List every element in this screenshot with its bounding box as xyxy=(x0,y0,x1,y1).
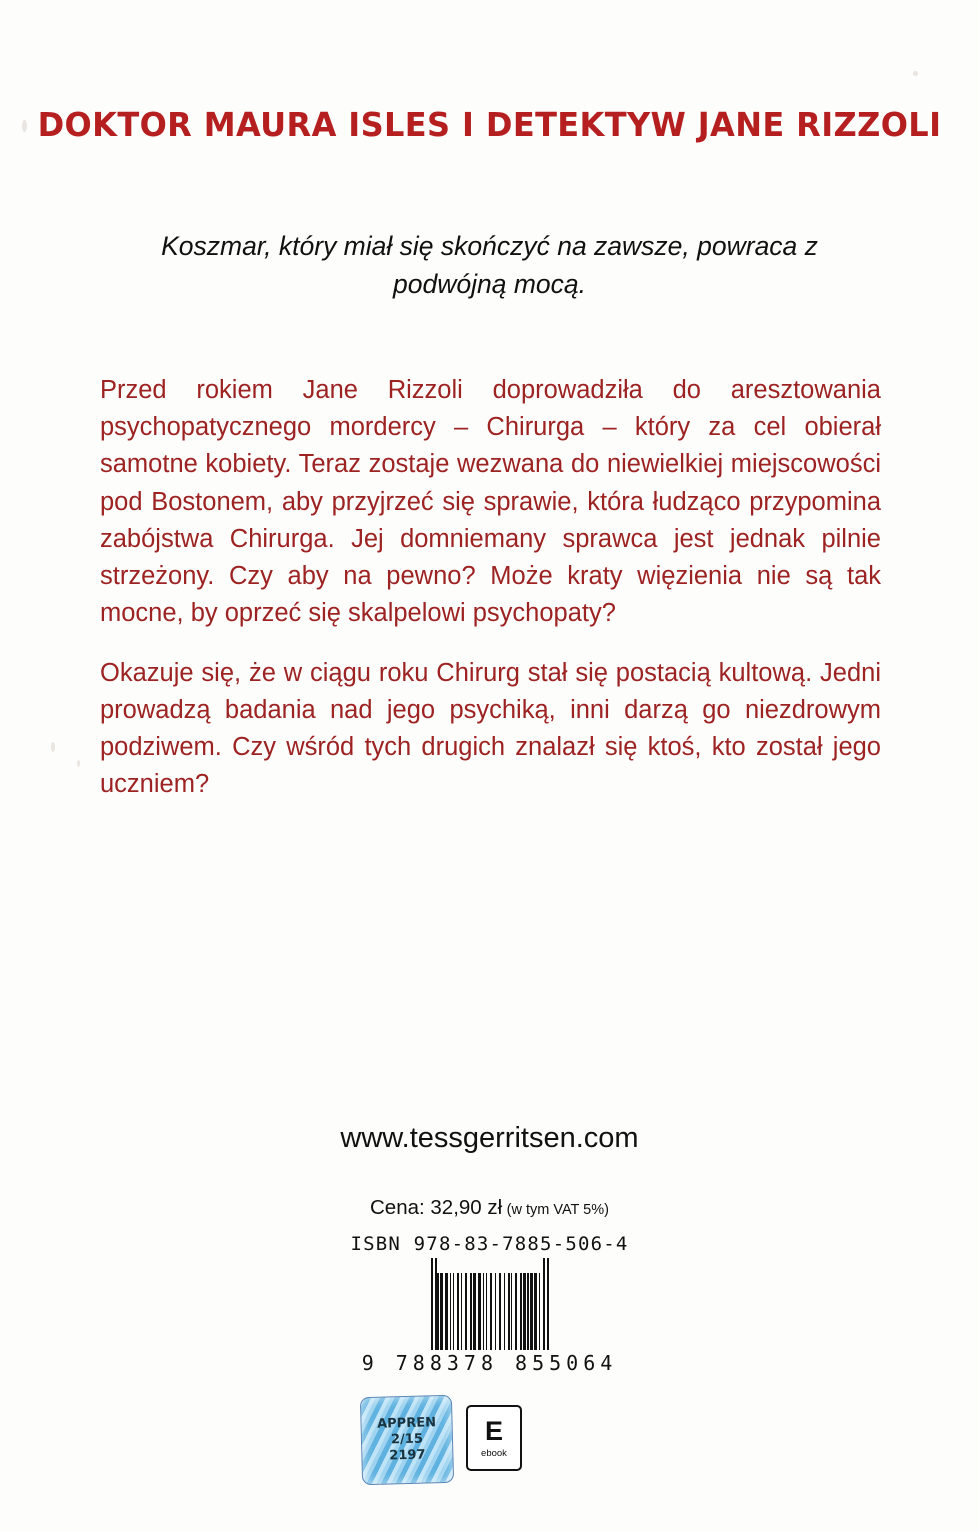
barcode-block xyxy=(345,1233,635,1375)
series-title: DOKTOR MAURA ISLES I DETEKTYW JANE RIZZOLI xyxy=(37,105,942,144)
author-website-link[interactable]: www.tessgerritsen.com xyxy=(340,1122,639,1154)
blurb-paragraph: Okazuje się, że w ciągu roku Chirurg stał się postacią kultową. Jedni prowadzą badania nad jego psychiką, inni darzą go niezdrowym podziwem. Czy wśród tych drugich znalazł się ktoś, kto został jego uczniem? xyxy=(100,658,881,799)
barcode-digits: 9 788378 855064 xyxy=(361,1351,618,1375)
sticker-line: 2197 xyxy=(389,1447,426,1464)
library-sticker xyxy=(360,1395,454,1485)
price-value: Cena: 32,90 zł xyxy=(370,1196,503,1219)
scan-speck xyxy=(913,71,918,76)
ebook-badge xyxy=(466,1405,522,1471)
sticker-line: 2/15 xyxy=(390,1431,424,1448)
tagline: Koszmar, który miał się skończyć na zawsze, powraca z podwójną mocą. xyxy=(161,231,818,299)
price-vat-note: (w tym VAT 5%) xyxy=(506,1202,609,1218)
sticker-line: APPREN xyxy=(376,1414,437,1432)
barcode-bars xyxy=(345,1258,635,1350)
scan-speck xyxy=(77,760,80,767)
scan-speck xyxy=(51,742,55,752)
ebook-letter: E xyxy=(484,1415,503,1446)
price-row xyxy=(0,1196,979,1220)
isbn-text: ISBN 978-83-7885-506-4 xyxy=(350,1233,629,1255)
blurb-paragraph: Przed rokiem Jane Rizzoli doprowadziła do aresztowania psychopatycznego mordercy – Chirurga – który za cel obierał samotne kobiety. Teraz zostaje wezwana do niewielkiej miejscowości pod Bostonem, aby przyjrzeć się sprawie, która łudząco przypomina zabójstwa Chirurga. Jej domniemany sprawca jest jednak pilnie strzeżony. Czy aby na pewno? Może kraty więzienia nie są tak mocne, by oprzeć się skalpelowi psychopaty? xyxy=(100,376,881,628)
blurb xyxy=(100,372,881,803)
ebook-label: ebook xyxy=(481,1447,507,1459)
